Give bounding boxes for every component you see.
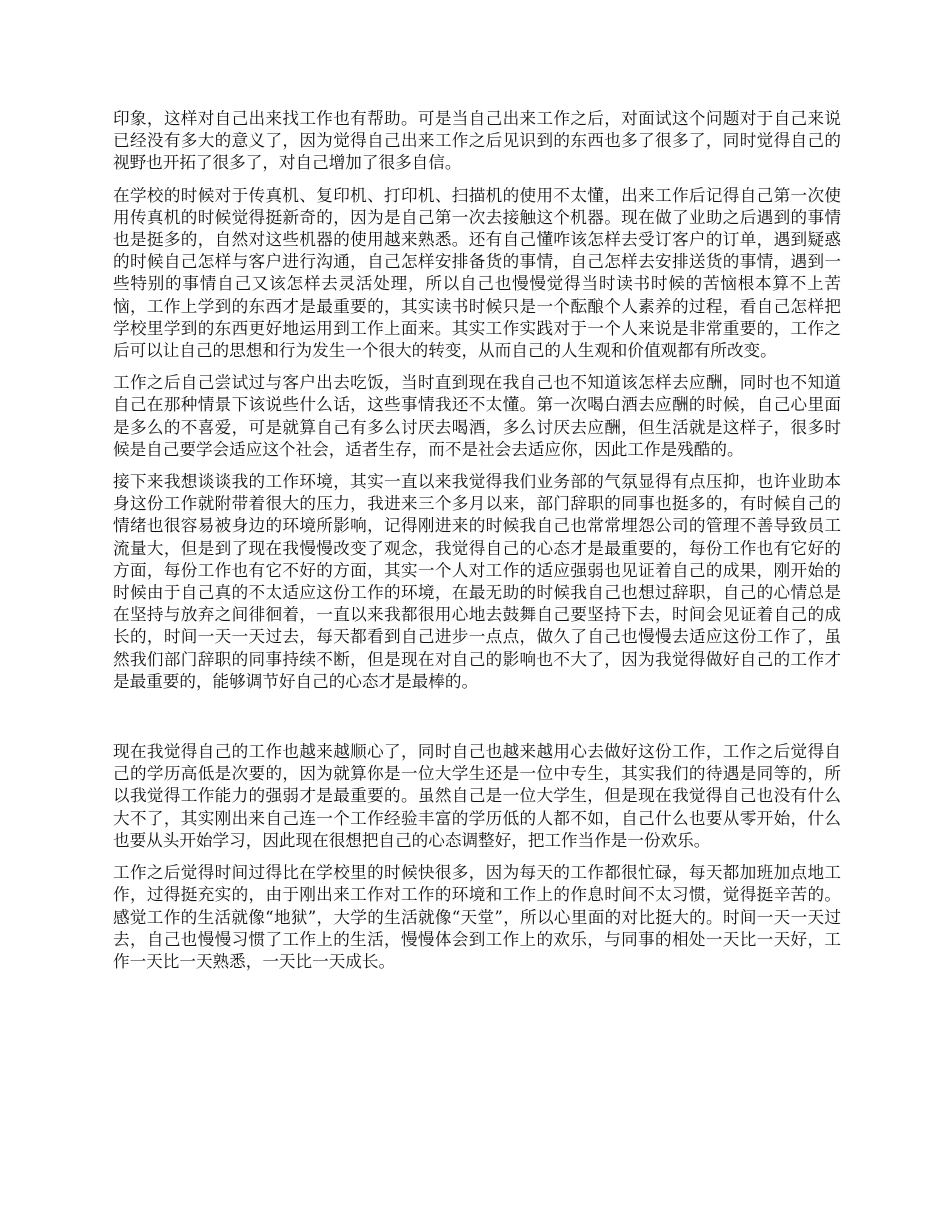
section-gap — [113, 703, 841, 741]
paragraph-3: 工作之后自己尝试过与客户出去吃饭，当时直到现在我自己也不知道该怎样去应酬，同时也不知道自己在那种情景下该说些什么话，这些事情我还不太懂。第一次喝白酒去应酬的时候，自己心里面是多么的不喜爱，可是就算自己有多么讨厌去喝酒，多么讨厌去应酬，但生活就是这样子，很多时候是自己要学会适应这个社会，适者生存，而不是社会去适应你，因此工作是残酷的。 — [113, 373, 841, 459]
document-page — [113, 108, 841, 983]
paragraph-2: 在学校的时候对于传真机、复印机、打印机、扫描机的使用不太懂，出来工作后记得自己第一次使用传真机的时候觉得挺新奇的，因为是自己第一次去接触这个机器。现在做了业助之后遇到的事情也是挺多的，自然对这些机器的使用越来熟悉。还有自己懂咋该怎样去受订客户的订单，遇到疑惑的时候自己怎样与客户进行沟通，自己怎样安排备货的事情，自己怎样去安排送货的事情，遇到一些特别的事情自己又该怎样去灵活处理，所以自己也慢慢觉得当时读书时候的苦恼根本算不上苦恼，工作上学到的东西才是最重要的，其实读书时候只是一个酝酿个人素养的过程，看自己怎样把学校里学到的东西更好地运用到工作上面来。其实工作实践对于一个人来说是非常重要的，工作之后可以让自己的思想和行为发生一个很大的转变，从而自己的人生观和价值观都有所改变。 — [113, 185, 841, 361]
paragraph-4: 接下来我想谈谈我的工作环境，其实一直以来我觉得我们业务部的气氛显得有点压抑，也许业助本身这份工作就附带着很大的压力，我进来三个多月以来，部门辞职的同事也挺多的，有时候自己的情绪也很容易被身边的环境所影响，记得刚进来的时候我自己也常常埋怨公司的管理不善导致员工流量大，但是到了现在我慢慢改变了观念，我觉得自己的心态才是最重要的，每份工作也有它好的方面，每份工作也有它不好的方面，其实一个人对工作的适应强弱也见证着自己的成果，刚开始的时候由于自己真的不太适应这份工作的环境，在最无助的时候我自己也想过辞职，自己的心情总是在坚持与放弃之间徘徊着，一直以来我都很用心地去鼓舞自己要坚持下去，时间会见证着自己的成长的，时间一天一天过去，每天都看到自己进步一点点，做久了自己也慢慢去适应这份工作了，虽然我们部门辞职的同事持续不断，但是现在对自己的影响也不大了，因为我觉得做好自己的工作才是最重要的，能够调节好自己的心态才是最棒的。 — [113, 472, 841, 691]
paragraph-6: 工作之后觉得时间过得比在学校里的时候快很多，因为每天的工作都很忙碌，每天都加班加点地工作，过得挺充实的，由于刚出来工作对工作的环境和工作上的作息时间不太习惯，觉得挺辛苦的。感觉工作的生活就像“地狱”，大学的生活就像“天堂”，所以心里面的对比挺大的。时间一天一天过去，自己也慢慢习惯了工作上的生活，慢慢体会到工作上的欢乐，与同事的相处一天比一天好，工作一天比一天熟悉，一天比一天成长。 — [113, 863, 841, 971]
paragraph-1: 印象，这样对自己出来找工作也有帮助。可是当自己出来工作之后，对面试这个问题对于自己来说已经没有多大的意义了，因为觉得自己出来工作之后见识到的东西也多了很多了，同时觉得自己的视野也开拓了很多了，对自己增加了很多自信。 — [113, 109, 841, 173]
paragraph-5: 现在我觉得自己的工作也越来越顺心了，同时自己也越来越用心去做好这份工作，工作之后觉得自己的学历高低是次要的，因为就算你是一位大学生还是一位中专生，其实我们的待遇是同等的，所以我觉得工作能力的强弱才是最重要的。虽然自己是一位大学生，但是现在我觉得自己也没有什么大不了，其实刚出来自己连一个工作经验丰富的学历低的人都不如，自己什么也要从零开始，什么也要从头开始学习，因此现在很想把自己的心态调整好，把工作当作是一份欢乐。 — [113, 742, 841, 850]
